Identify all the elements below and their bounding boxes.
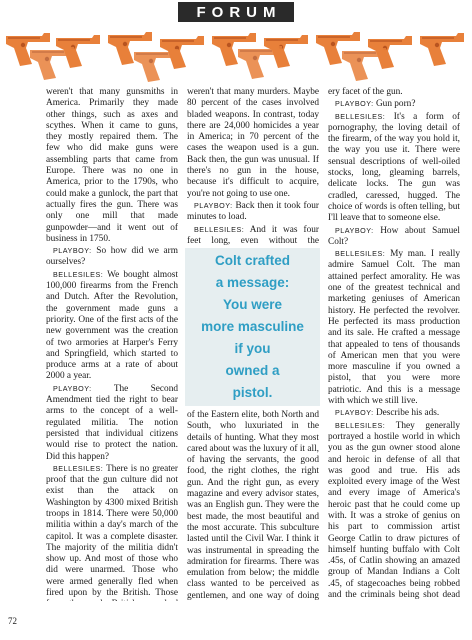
section-title: FORUM xyxy=(196,3,282,21)
interview-exchange xyxy=(46,245,178,269)
interview-exchange xyxy=(46,383,178,463)
column-1-paragraph: weren't that many gunsmiths in America. Primarily they made other things, such as axes and scythes. When it came to guns, they mostly repaired them. The few who did make guns were assembling parts that came from Europe. There was no one in America, prior to the 1790s, who could make a gunlock, the part that actually fires the gun. There was only one mill that made gunpowder—and it went out of business in 1750. xyxy=(46,87,178,244)
speaker-label: BELLESILES: xyxy=(335,111,386,121)
interview-text: We bought almost 100,000 firearms from the French and Dutch. After the Revolution, the government made guns a priority. One of the first acts of the new government was the creation of two armories at Harper's Ferry and Springfield, which started to produce arms at a rate of about 2000 a year. xyxy=(46,269,178,382)
interview-text: The Second Amendment tied the right to bear arms to the concept of a well-regulated militia. The notion persisted that individual citizens would rise to protect the nation. Did this happen? xyxy=(46,383,178,462)
speaker-label: BELLESILES: xyxy=(335,420,386,430)
speaker-label: PLAYBOY: xyxy=(335,99,374,109)
interview-exchange xyxy=(328,248,460,407)
column-2-paragraph: weren't that many murders. Maybe 80 percent of the cases involved bladed weapons. In contrast, today there are 24,000 homicides a year in America; in 70 percent of the cases the weapon used is a gun. Back then, the gun was unusual. If there's no gun in the house, because it's difficult to acquire, you're not going to use one. xyxy=(187,87,319,199)
interview-text: And it was four feet long, even without the xyxy=(187,224,319,246)
interview-exchange xyxy=(328,225,460,249)
pull-quote-line: pistol. xyxy=(232,385,273,400)
speaker-label: PLAYBOY: xyxy=(53,246,92,256)
pull-quote-line: You were xyxy=(222,297,283,312)
column-3-paragraph: ery facet of the gun. xyxy=(328,87,403,97)
interview-exchange xyxy=(328,420,460,601)
speaker-label: PLAYBOY: xyxy=(335,408,374,418)
interview-text: My man. I really admire Samuel Colt. The man attained perfect amorality. He was one of the greatest technical and marketing geniuses of American history. He perfected the revolver. He perfected its mass production and its sale. He crafted a message that appealed to tens of thousands of American men that you were more masculine if you owned a pistol, that you were more patriotic. And this is a message with which we still live. xyxy=(328,249,460,407)
pistol-banner-illustration xyxy=(4,26,468,84)
column-2-continued-paragraph: of the Eastern elite, both North and South, who luxuriated in the details of hunting. What they most cared about was the luxury of it all, of having the servants, the good food, the right clothes, the right gun. And the right gun, as every magazine and every advisor states, was an English gun. They were the best made, the most beautiful and the most accurate. This subculture lasted until the Civil War. I think it was instrumental in spreading the admiration for firearms. There was emulation from below; the middle class wanted to be perceived as gentlemen, and one way of doing xyxy=(187,410,319,601)
pull-quote-line: if you xyxy=(234,341,271,356)
article-column-3 xyxy=(328,87,460,601)
speaker-label: BELLESILES: xyxy=(335,249,386,259)
interview-exchange xyxy=(187,200,319,224)
interview-text: It's a form of pornography, the loving detail of the firearm, of the way you hold it, the way you use it. There were sensual descriptions of well-oiled stocks, long, gleaming barrels, delicate locks. The gun was cradled, caressed, hugged. The choice of words is often telling, but I'll leave that to someone else. xyxy=(328,111,460,224)
interview-text: They generally portrayed a hostile world in which you as the gun owner stood alone and heroic in defense of all that was good and true. His ads exploited every image of the West and every image of America's heroic past that he could come up with. It was a stroke of genius on his part to commission artist George Catlin to draw pictures of himself hunting buffalo with Colt .45s, of Catlin showing an amazed group of Mandan Indians a Colt .45, of stagecoaches being robbed and the criminals being shot dead xyxy=(328,420,460,601)
interview-text: So how did we arm ourselves? xyxy=(46,246,178,268)
interview-text: Describe his ads. xyxy=(375,408,440,419)
pull-quote-line: Colt crafted xyxy=(214,253,290,268)
speaker-label: BELLESILES: xyxy=(194,224,245,234)
pull-quote-line: a message: xyxy=(215,275,290,290)
interview-exchange xyxy=(46,269,178,383)
interview-exchange xyxy=(328,98,460,110)
pull-quote-line: owned a xyxy=(225,363,280,378)
interview-exchange xyxy=(328,407,460,419)
speaker-label: PLAYBOY: xyxy=(335,225,374,235)
interview-text: Gun porn? xyxy=(375,99,416,110)
interview-exchange xyxy=(187,224,319,247)
speaker-label: PLAYBOY: xyxy=(53,383,92,393)
forum-title-box xyxy=(178,2,294,22)
article-column-2-bottom xyxy=(187,410,319,601)
interview-text: How about Samuel Colt? xyxy=(328,225,460,247)
interview-exchange xyxy=(46,463,178,601)
speaker-label: PLAYBOY: xyxy=(194,200,233,210)
interview-exchange xyxy=(328,111,460,225)
interview-text: There is no greater proof that the gun culture did not exist than the attack on Washington by 4300 mixed British troops in 1814. There were 50,000 militia within a day's march of the capitol. It was a complete disaster. The majority of the militia didn't show up. And most of those who did were unarmed. Those who were armed generally fled when fired upon by the British. Those xyxy=(46,463,178,599)
article-column-2-top xyxy=(187,87,319,247)
interview-text: Back then it took four minutes to load. xyxy=(187,200,319,223)
speaker-label: BELLESILES: xyxy=(53,463,104,473)
speaker-label: BELLESILES: xyxy=(53,269,104,279)
article-column-1 xyxy=(46,87,178,601)
page-number: 72 xyxy=(8,616,17,626)
pull-quote-line: more masculine xyxy=(201,319,304,334)
forum-header xyxy=(0,0,472,86)
pull-quote xyxy=(185,248,320,406)
